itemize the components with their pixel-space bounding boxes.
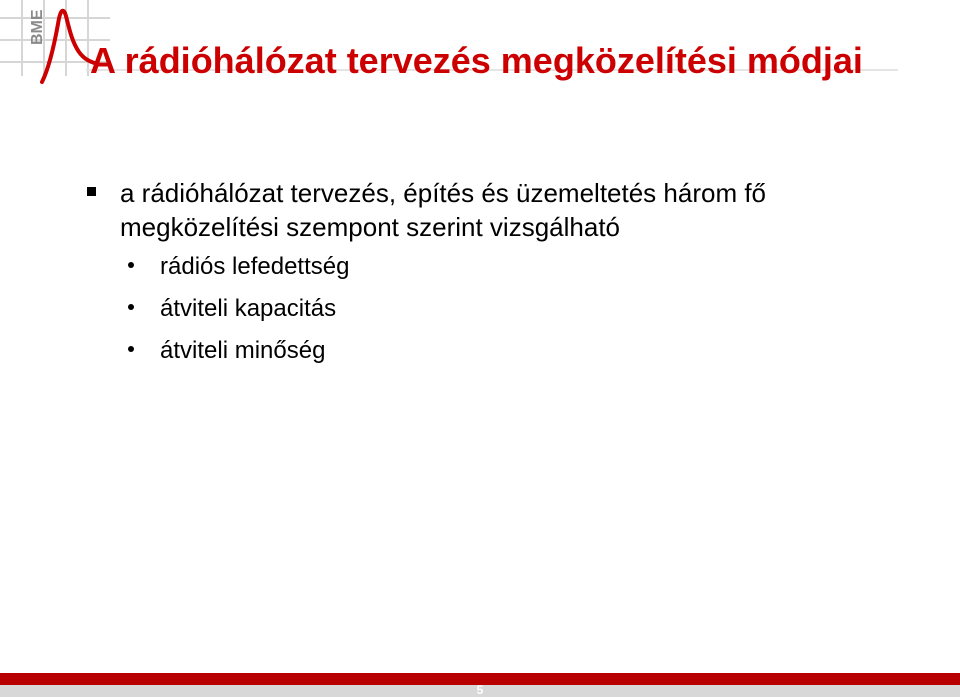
sub-bullet-text: átviteli minőség — [160, 337, 326, 364]
main-bullet-item — [84, 176, 900, 244]
sub-bullet-list — [84, 252, 904, 378]
round-bullet-icon — [128, 346, 134, 352]
round-bullet-icon — [128, 304, 134, 310]
sub-bullet-text: átviteli kapacitás — [160, 295, 337, 322]
logo-text: BME — [29, 9, 46, 45]
sub-bullet-item — [84, 336, 904, 378]
slide-content — [84, 176, 904, 378]
round-bullet-icon — [128, 262, 134, 268]
sub-bullet-text: rádiós lefedettség — [160, 253, 350, 280]
page-number: 5 — [476, 683, 484, 697]
sub-bullet-item — [84, 294, 904, 336]
square-bullet-icon — [87, 187, 96, 196]
main-bullet-text: a rádióhálózat tervezés, építés és üzemeltetés három fő megközelítési szempont szerint vizsgálható — [120, 178, 767, 242]
sub-bullet-item — [84, 252, 904, 294]
slide-title: A rádióhálózat tervezés megközelítési módjai — [90, 40, 863, 81]
